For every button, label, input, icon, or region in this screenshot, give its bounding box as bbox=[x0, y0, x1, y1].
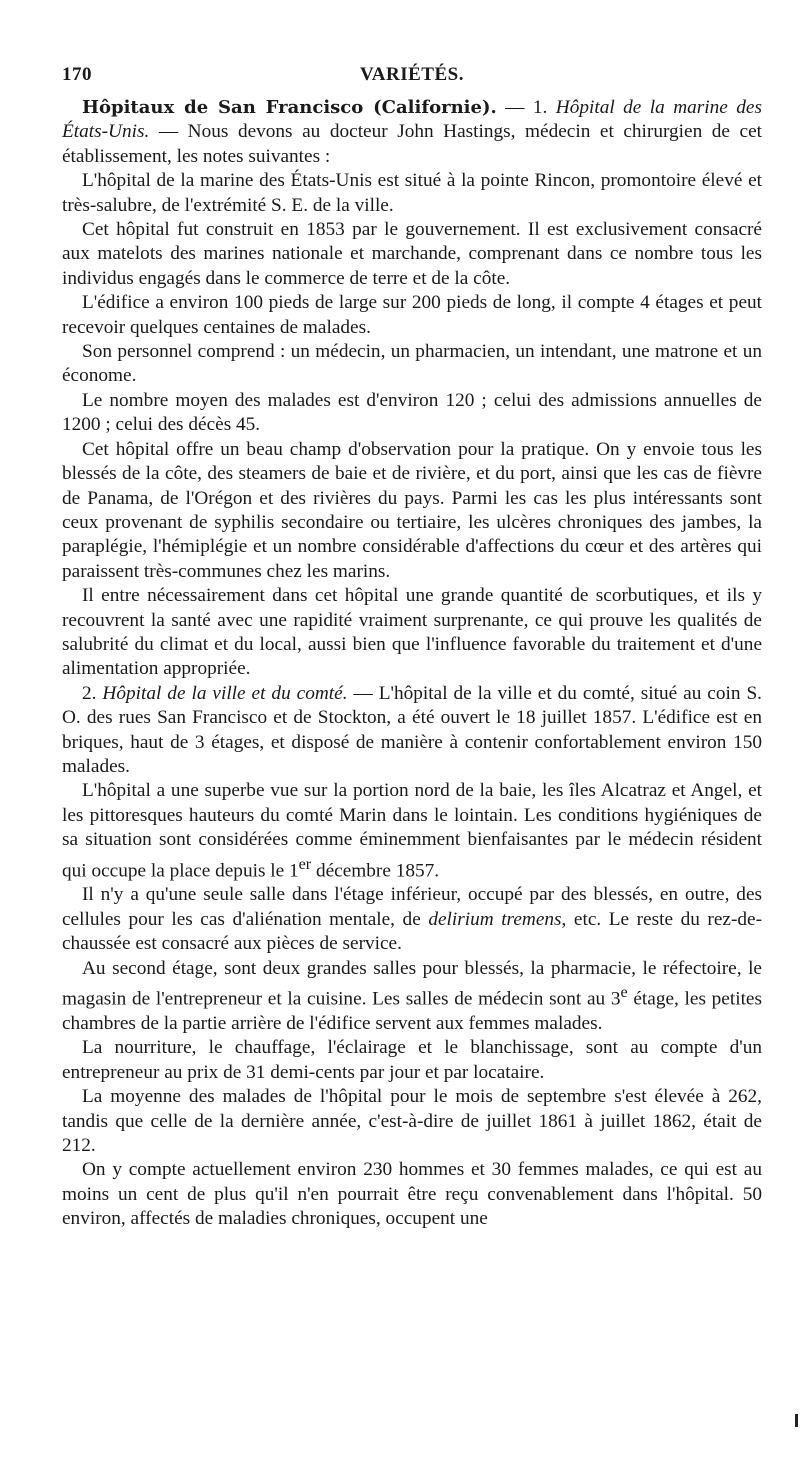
paragraph-county-hospital bbox=[62, 682, 762, 780]
text-run: L'hôpital a une superbe vue sur la portion nord de la baie, les îles Alcatraz et Angel, et les pittoresques hauteurs du comté Marin dans le lointain. Les conditions hygiéniques de sa situation sont considérées comme éminemment bienfaisantes par le médecin résident qui occupe la place depuis le 1 bbox=[62, 780, 762, 882]
paragraph: Il entre nécessairement dans cet hôpital une grande quantité de scorbutiques, et ils y recouvrent la santé avec une rapidité vraiment surprenante, ce qui prouve les qualités de salubrité du climat et du local, aussi bien que l'influence favorable du traitement et d'une alimentation appropriée. bbox=[62, 585, 762, 680]
scan-edge-mark bbox=[795, 1414, 798, 1427]
paragraph-intro bbox=[62, 96, 762, 169]
paragraph bbox=[62, 883, 762, 956]
paragraph: Cet hôpital fut construit en 1853 par le gouvernement. Il est exclusivement consacré aux matelots des marines nationale et marchande, comprenant dans ce nombre tous les individus engagés dans le commerce de terre et de la côte. bbox=[62, 219, 762, 289]
text-run: — Nous devons au docteur John Hastings, médecin et chirurgien de cet établissement, les notes suivantes : bbox=[62, 121, 762, 167]
paragraph: Le nombre moyen des malades est d'environ 120 ; celui des admissions annuelles de 1200 ; celui des décès 45. bbox=[62, 389, 762, 436]
paragraph bbox=[62, 779, 762, 883]
text-run: Au second étage, sont deux grandes salles pour blessés, la pharmacie, le réfectoire, le magasin de l'entrepreneur et la cuisine. Les salles de médecin sont au 3 bbox=[62, 957, 762, 1010]
item-number: 2. bbox=[82, 682, 103, 704]
paragraph bbox=[62, 957, 762, 1037]
running-head bbox=[62, 64, 762, 92]
paragraph: On y compte actuellement environ 230 hommes et 30 femmes malades, ce qui est au moins un cent de plus qu'il n'en pourrait être reçu convenablement dans l'hôpital. 50 environ, affectés de maladies chroniques, occupent une bbox=[62, 1159, 762, 1230]
text-run: — 1. bbox=[496, 97, 556, 118]
paragraph: Son personnel comprend : un médecin, un pharmacien, un intendant, une matrone et un économe. bbox=[62, 341, 762, 387]
paragraph: Cet hôpital offre un beau champ d'observation pour la pratique. On y envoie tous les blessés de la côte, des steamers de baie et de rivière, et du port, ainsi que les cas de fièvre de Panama, de l'Orégon et des rivières du pays. Parmi les cas les plus intéressants sont ceux provenant de syphilis secondaire ou tertiaire, les ulcères chroniques des jambes, la paraplégie, l'hémiplégie et un nombre considérable d'affections du cœur et des artères qui paraissent très-communes chez les marins. bbox=[62, 438, 762, 582]
paragraph: L'hôpital de la marine des États-Unis est situé à la pointe Rincon, promontoire élevé et très-salubre, de l'extrémité S. E. de la ville. bbox=[62, 170, 762, 216]
section-heading: Hôpitaux de San Francisco (Californie). bbox=[82, 97, 497, 118]
superscript: er bbox=[298, 855, 312, 873]
subsection-title-county: Hôpital de la ville et du comté. bbox=[102, 682, 348, 704]
paragraph: La nourriture, le chauffage, l'éclairage et le blanchissage, sont au compte d'un entrepreneur au prix de 31 demi-cents par jour et par locataire. bbox=[62, 1037, 762, 1083]
article-body bbox=[62, 96, 762, 1232]
paragraph: L'édifice a environ 100 pieds de large sur 200 pieds de long, il compte 4 étages et peut recevoir quelques centaines de malades. bbox=[62, 292, 762, 338]
text-run: décembre 1857. bbox=[311, 860, 440, 882]
superscript: e bbox=[620, 984, 628, 1002]
text-run: , etc. Le reste du rez-de-chaussée est consacré aux pièces de service. bbox=[62, 908, 762, 955]
text-run: — L'hôpital de la ville et du comté, situé au coin S. O. des rues San Francisco et de Stockton, a été ouvert le 18 juillet 1857. L'édifice est en briques, haut de 3 étages, et disposé de manière à contenir confortablement environ 150 malades. bbox=[62, 682, 763, 777]
italic-term: delirium tremens bbox=[428, 908, 562, 930]
subsection-title-marine: Hôpital de la marine des États-Unis. bbox=[62, 97, 762, 143]
page-number: 170 bbox=[62, 64, 92, 85]
text-run: Il n'y a qu'une seule salle dans l'étage inférieur, occupé par des blessés, en outre, des cellules pour les cas d'aliénation mentale, de bbox=[62, 884, 762, 930]
paragraph: La moyenne des malades de l'hôpital pour le mois de septembre s'est élevée à 262, tandis que celle de la dernière année, c'est-à-dire de juillet 1861 à juillet 1862, était de 212. bbox=[62, 1086, 762, 1156]
running-title: VARIÉTÉS. bbox=[360, 64, 464, 85]
text-run: étage, les petites chambres de la partie arrière de l'édifice servent aux femmes malades. bbox=[62, 988, 762, 1034]
